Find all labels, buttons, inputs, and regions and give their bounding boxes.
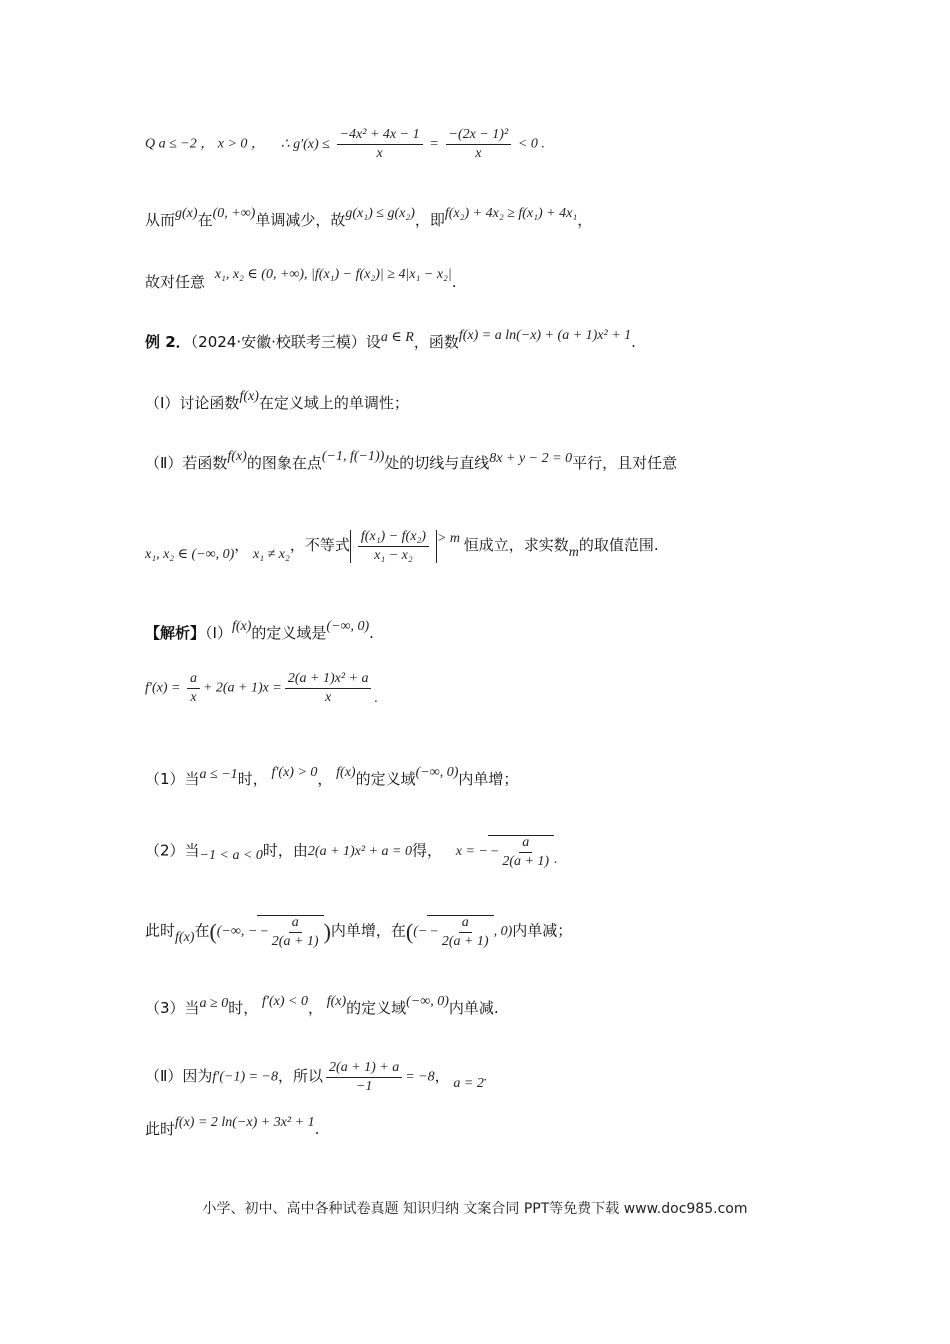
square-root: − $\frac{a}{2(a + 1)}$: [427, 915, 493, 949]
fraction: $\frac{\text{2(a + 1)x² + a}}{x}$: [285, 672, 372, 705]
square-root: − $\frac{a}{2(a + 1)}$: [257, 915, 323, 949]
fraction: $\frac{\text{f(x₁) − f(x₂)}}{\text{x₁ − x₂}}$: [358, 530, 429, 563]
fraction: $\frac{a}{2(a + 1)}$: [441, 915, 489, 949]
fraction: $\frac{\text{−4x² + 4x − 1}}{x}$: [337, 128, 423, 161]
text-line: （Ⅰ）讨论函数f(x)在定义域上的单调性；: [145, 388, 409, 412]
fraction: $\frac{a}{2(a + 1)}$: [271, 915, 319, 949]
fraction: $\frac{2(a + 1) + a}{-1}$: [326, 1061, 402, 1094]
text-line: （Ⅱ）因为f′(−1) = −8，所以 $\frac{2(a + 1) + a}{-1}$ = −8， a = 2.: [145, 1060, 488, 1094]
example-label: 例 2．: [145, 333, 191, 351]
analysis-label: 【解析】: [145, 624, 206, 642]
text-line: x₁, x₂ ∈ (−∞, 0)， x₁ ≠ x₂，不等式 $\frac{\text{f(x₁) − f(x₂)}}{\text{x₁ − x₂}}$ > m 恒成立，求实数m的取值范围.: [145, 529, 659, 563]
text-line: 例 2．（2024·安徽·校联考三模）设a ∈ R，函数f(x) = a ln(−x) + (a + 1)x² + 1.: [145, 327, 636, 351]
text-line: （1）当a ≤ −1时， f′(x) > 0， f(x)的定义域(−∞, 0)内单增；: [145, 764, 519, 788]
fraction: $\frac{a}{2(a + 1)}$: [502, 835, 550, 869]
text-line: 此时f(x) = 2 ln(−x) + 3x² + 1.: [145, 1114, 320, 1138]
text-line: 故对任意 x₁, x₂ ∈ (0, +∞), |f(x₁) − f(x₂)| ≥ 4|x₁ − x₂|.: [145, 266, 457, 291]
text-line: 从而g(x)在(0, +∞)单调减少，故g(x₁) ≤ g(x₂)，即f(x₂) + 4x₂ ≥ f(x₁) + 4x₁，: [145, 205, 593, 229]
text-line: Q a ≤ −2 ， x > 0 ， ∴ g′(x) ≤ $\frac{\text{−4x² + 4x − 1}}{x}$ = $\frac{\text{−(2x − 1)²}}{x}$ < 0 .: [145, 127, 545, 161]
text-line: f′(x) = $\frac{a}{x}$ + 2(a + 1)x = $\frac{\text{2(a + 1)x² + a}}{x}$ .: [145, 671, 378, 706]
text-line: 【解析】（Ⅰ）f(x)的定义域是(−∞, 0).: [145, 618, 374, 642]
text-line: （3）当a ≥ 0时， f′(x) < 0， f(x)的定义域(−∞, 0)内单减.: [145, 993, 499, 1017]
square-root: − $\frac{a}{2(a + 1)}$: [488, 835, 554, 869]
page-footer: 小学、初中、高中各种试卷真题 知识归纳 文案合同 PPT等免费下载 www.doc985.com: [202, 1201, 748, 1217]
text-line: （Ⅱ）若函数f(x)的图象在点(−1, f(−1))处的切线与直线8x + y − 2 = 0平行，且对任意: [145, 448, 678, 472]
fraction: $\frac{\text{−(2x − 1)²}}{x}$: [446, 128, 512, 161]
absolute-value: [350, 530, 437, 563]
text-line: （2）当−1 < a < 0时，由2(a + 1)x² + a = 0得， x = − − $\frac{a}{2(a + 1)}$ .: [145, 835, 558, 869]
text-line: 此时f(x)在((−∞, − − $\frac{a}{2(a + 1)}$ )内单增，在((− − $\frac{a}{2(a + 1)}$ , 0)内单减；: [145, 915, 573, 949]
fraction: $\frac{a}{x}$: [187, 672, 200, 705]
